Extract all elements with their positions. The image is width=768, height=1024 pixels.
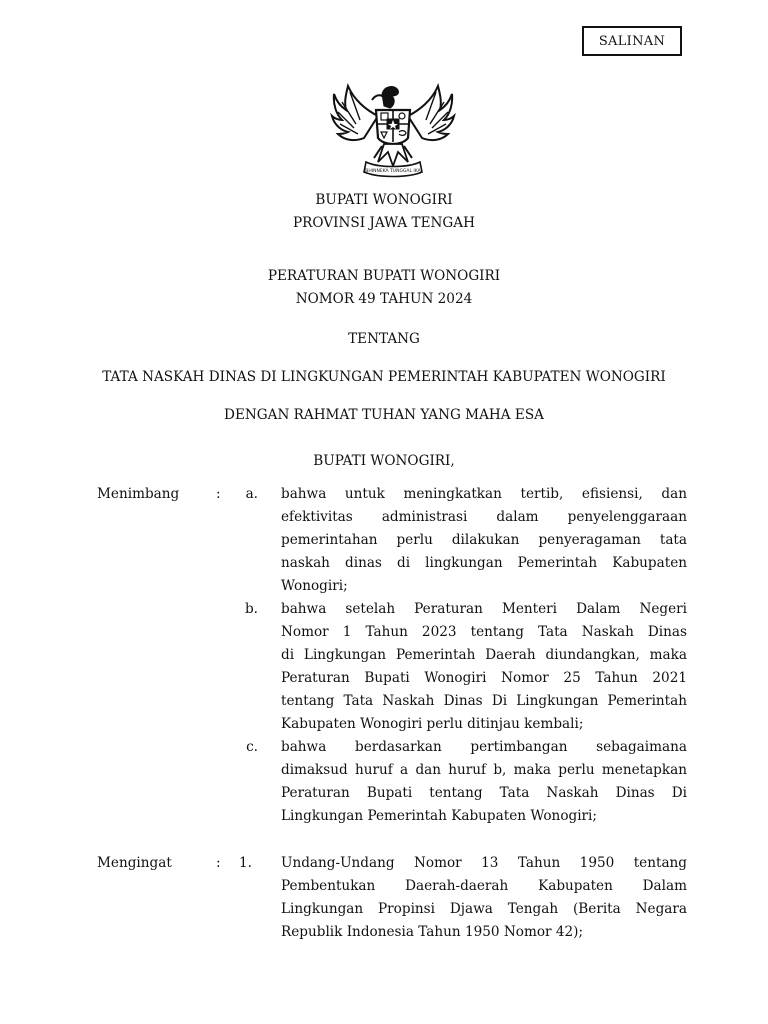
regulation-title: PERATURAN BUPATI WONOGIRI (267, 268, 501, 284)
menimbang-item-b (281, 598, 687, 736)
menimbang-item-marker: b. (244, 601, 258, 617)
province-title: PROVINSI JAWA TENGAH (293, 215, 475, 231)
invocation: DENGAN RAHMAT TUHAN YANG MAHA ESA (224, 407, 544, 423)
mengingat-item-1 (281, 852, 687, 944)
text-line: bahwa untuk meningkatkan tertib, efisiensi, dan (281, 486, 687, 502)
text-line: Lingkungan Pemerintah Kabupaten Wonogiri; (281, 808, 597, 824)
text-line: Lingkungan Propinsi Djawa Tengah (Berita Negara (281, 901, 687, 917)
mengingat-item-marker: 1. (239, 855, 252, 871)
menimbang-item-c (281, 736, 687, 828)
text-line: bahwa setelah Peraturan Menteri Dalam Negeri (281, 601, 687, 617)
text-line: Nomor 1 Tahun 2023 tentang Tata Naskah Dinas (281, 624, 687, 640)
salinan-stamp: SALINAN (582, 26, 682, 56)
text-line: bahwa berdasarkan pertimbangan sebagaimana (281, 739, 687, 755)
issuer-signature-title: BUPATI WONOGIRI, (313, 453, 455, 469)
text-line: Kabupaten Wonogiri perlu ditinjau kembali; (281, 716, 584, 732)
issuer-title: BUPATI WONOGIRI (315, 192, 453, 208)
menimbang-item-a (281, 483, 687, 598)
text-line: pemerintahan perlu dilakukan penyeragaman tata (281, 532, 687, 548)
text-line: efektivitas administrasi dalam penyelenggaraan (281, 509, 687, 525)
menimbang-label: Menimbang (97, 486, 180, 502)
menimbang-colon: : (216, 486, 221, 502)
text-line: dimaksud huruf a dan huruf b, maka perlu menetapkan (281, 762, 687, 778)
text-line: Peraturan Bupati Wonogiri Nomor 25 Tahun 2021 (281, 670, 687, 686)
text-line: Undang-Undang Nomor 13 Tahun 1950 tentang (281, 855, 687, 871)
menimbang-item-marker: a. (245, 486, 258, 502)
text-line: Pembentukan Daerah-daerah Kabupaten Dalam (281, 878, 687, 894)
regulation-subject: TATA NASKAH DINAS DI LINGKUNGAN PEMERINTAH KABUPATEN WONOGIRI (102, 369, 666, 385)
mengingat-label: Mengingat (97, 855, 172, 871)
emblem-motto: BHINNEKA TUNGGAL IKA (365, 169, 421, 174)
text-line: di Lingkungan Pemerintah Daerah diundangkan, maka (281, 647, 687, 663)
text-line: naskah dinas di lingkungan Pemerintah Kabupaten (281, 555, 687, 571)
text-line: Wonogiri; (281, 578, 348, 594)
about-label: TENTANG (348, 331, 420, 347)
garuda-pancasila-emblem-icon (326, 80, 460, 180)
text-line: Peraturan Bupati tentang Tata Naskah Dinas Di (281, 785, 687, 801)
text-line: tentang Tata Naskah Dinas Di Lingkungan Pemerintah (281, 693, 687, 709)
mengingat-colon: : (216, 855, 221, 871)
text-line: Republik Indonesia Tahun 1950 Nomor 42); (281, 924, 584, 940)
regulation-number: NOMOR 49 TAHUN 2024 (295, 291, 473, 307)
menimbang-item-marker: c. (246, 739, 258, 755)
